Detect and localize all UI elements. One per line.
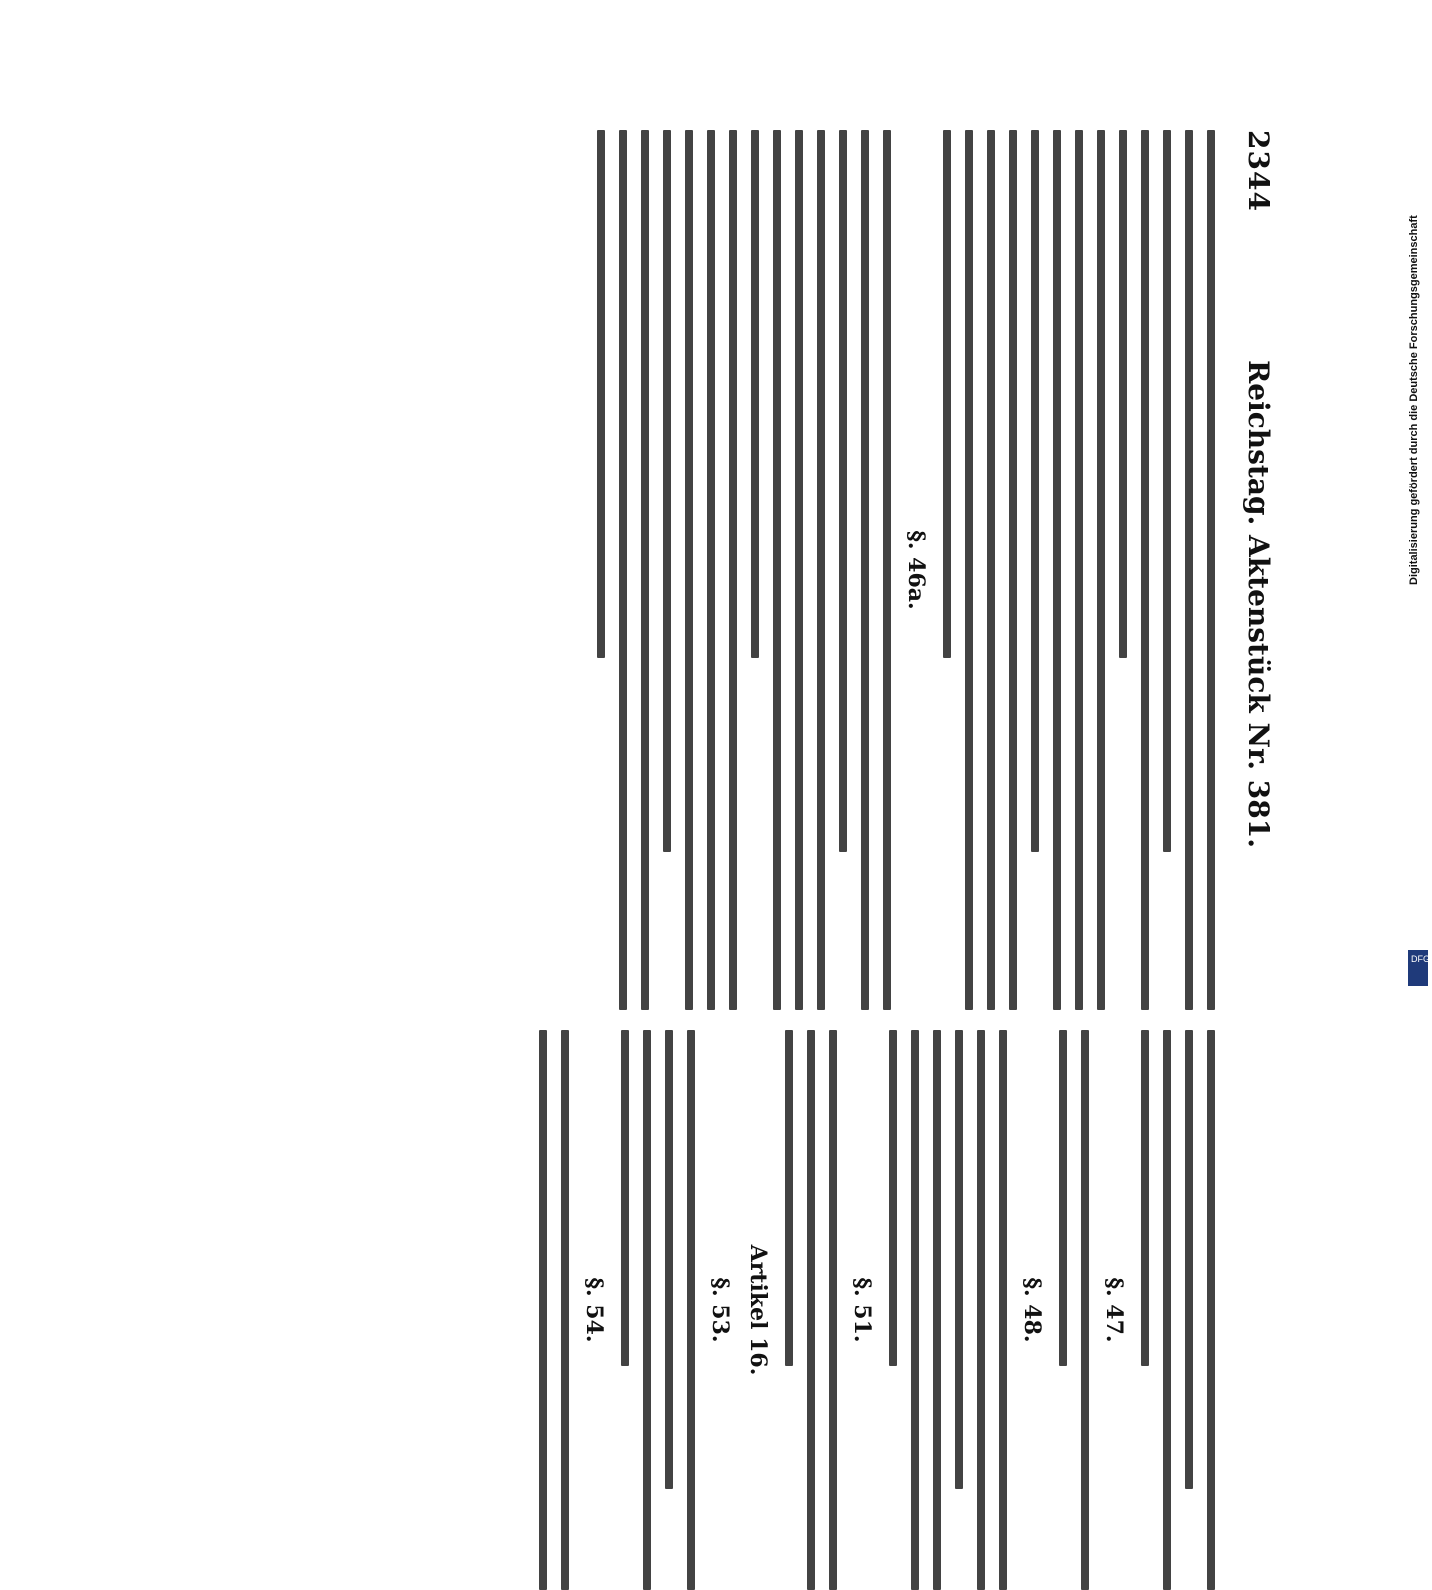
text-line	[1009, 130, 1017, 1010]
text-line	[773, 130, 781, 1010]
dfg-credit-text: Digitalisierung gefördert durch die Deutsche Forschungsgemeinschaft	[1408, 215, 1420, 585]
text-line	[643, 1030, 651, 1590]
text-line	[685, 130, 693, 1010]
text-line	[1185, 1030, 1193, 1489]
left-column	[583, 130, 1215, 1010]
text-line	[687, 1030, 695, 1590]
text-line	[1059, 1030, 1067, 1366]
text-line	[619, 130, 627, 1010]
text-line	[861, 130, 869, 1010]
text-line	[597, 130, 605, 658]
page-number: 2344	[1242, 130, 1275, 212]
text-line	[999, 1030, 1007, 1590]
text-line	[965, 130, 973, 1010]
text-line	[1119, 130, 1127, 658]
text-line	[1163, 1030, 1171, 1590]
text-line	[539, 1030, 547, 1590]
text-line	[621, 1030, 629, 1366]
page-title: Reichstag. Aktenstück Nr. 381.	[1242, 360, 1275, 848]
section-heading: §. 46a.	[903, 530, 929, 610]
text-line	[955, 1030, 963, 1489]
section-heading: §. 53.	[707, 1277, 733, 1343]
section-heading: §. 54.	[581, 1277, 607, 1343]
rotated-page	[0, 100, 1300, 1376]
text-line	[933, 1030, 941, 1590]
text-line	[1185, 130, 1193, 1010]
text-line	[1097, 130, 1105, 1010]
text-line	[987, 130, 995, 1010]
text-line	[729, 130, 737, 1010]
text-line	[1207, 1030, 1215, 1590]
text-line	[1163, 130, 1171, 852]
text-line	[561, 1030, 569, 1590]
text-line	[829, 1030, 837, 1590]
text-line	[977, 1030, 985, 1590]
right-column	[525, 1030, 1215, 1590]
text-line	[839, 130, 847, 852]
text-line	[911, 1030, 919, 1590]
text-line	[1141, 130, 1149, 1010]
text-line	[1207, 130, 1215, 1010]
text-line	[663, 130, 671, 852]
section-heading: §. 51.	[849, 1277, 875, 1343]
section-heading: §. 47.	[1101, 1277, 1127, 1343]
page-header	[1235, 130, 1275, 1370]
section-heading: §. 48.	[1019, 1277, 1045, 1343]
text-line	[807, 1030, 815, 1590]
text-line	[1031, 130, 1039, 852]
text-line	[665, 1030, 673, 1489]
text-line	[943, 130, 951, 658]
text-line	[817, 130, 825, 1010]
text-line	[707, 130, 715, 1010]
text-line	[883, 130, 891, 1010]
text-line	[1075, 130, 1083, 1010]
text-line	[889, 1030, 897, 1366]
text-line	[1053, 130, 1061, 1010]
section-heading: Artikel 16.	[745, 1244, 771, 1376]
text-line	[795, 130, 803, 1010]
text-line	[1081, 1030, 1089, 1590]
dfg-logo-label: DFG	[1411, 954, 1430, 964]
text-line	[641, 130, 649, 1010]
text-line	[785, 1030, 793, 1366]
text-line	[751, 130, 759, 658]
dfg-logo	[1408, 950, 1428, 986]
text-line	[1141, 1030, 1149, 1366]
